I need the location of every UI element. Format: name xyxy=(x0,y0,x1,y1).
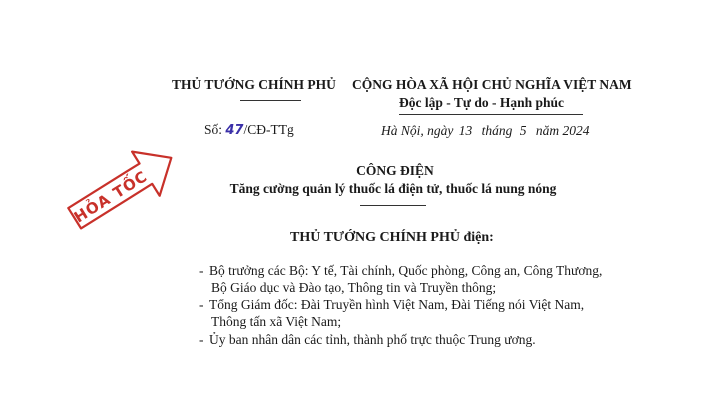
date-year: 2024 xyxy=(562,123,590,138)
date-day: 13 xyxy=(458,123,473,138)
recipient-bullet: - xyxy=(199,297,204,312)
agency-name: THỦ TƯỚNG CHÍNH PHỦ xyxy=(172,77,336,92)
document-type: CÔNG ĐIỆN xyxy=(356,163,434,178)
number-handwritten: 47 xyxy=(225,123,244,138)
date-year-label: năm xyxy=(535,123,560,138)
document-number xyxy=(204,122,294,138)
motto-underline xyxy=(399,114,583,115)
date-month: 5 xyxy=(519,123,527,138)
document-subject: Tăng cường quản lý thuốc lá điện tử, thuốc lá nung nóng xyxy=(229,181,557,196)
recipient-bullet: - xyxy=(199,263,204,278)
agency-underline xyxy=(240,100,301,101)
recipient-2-line-2: Thông tấn xã Việt Nam; xyxy=(211,314,342,329)
date-prefix: Hà Nội, ngày xyxy=(381,123,454,138)
sender-line: THỦ TƯỚNG CHÍNH PHỦ điện: xyxy=(290,230,494,245)
date-month-label: tháng xyxy=(481,123,513,138)
national-motto: Độc lập - Tự do - Hạnh phúc xyxy=(399,95,565,110)
recipient-bullet: - xyxy=(199,332,204,347)
recipient-1-line-2: Bộ Giáo dục và Đào tạo, Thông tin và Truyền thông; xyxy=(211,280,497,295)
number-suffix: /CĐ-TTg xyxy=(243,122,294,137)
recipient-1-line-1: Bộ trưởng các Bộ: Y tế, Tài chính, Quốc phòng, Công an, Công Thương, xyxy=(209,263,603,278)
number-prefix: Số: xyxy=(204,122,226,137)
recipient-2-line-1: Tổng Giám đốc: Đài Truyền hình Việt Nam, Đài Tiếng nói Việt Nam, xyxy=(209,297,585,312)
recipient-3-line-1: Ủy ban nhân dân các tỉnh, thành phố trực thuộc Trung ương. xyxy=(209,332,536,347)
issue-date xyxy=(381,123,590,139)
stamp-text: HỎA TỐC xyxy=(70,167,151,227)
country-name: CỘNG HÒA XÃ HỘI CHỦ NGHĨA VIỆT NAM xyxy=(352,77,632,92)
subject-underline xyxy=(360,205,426,206)
